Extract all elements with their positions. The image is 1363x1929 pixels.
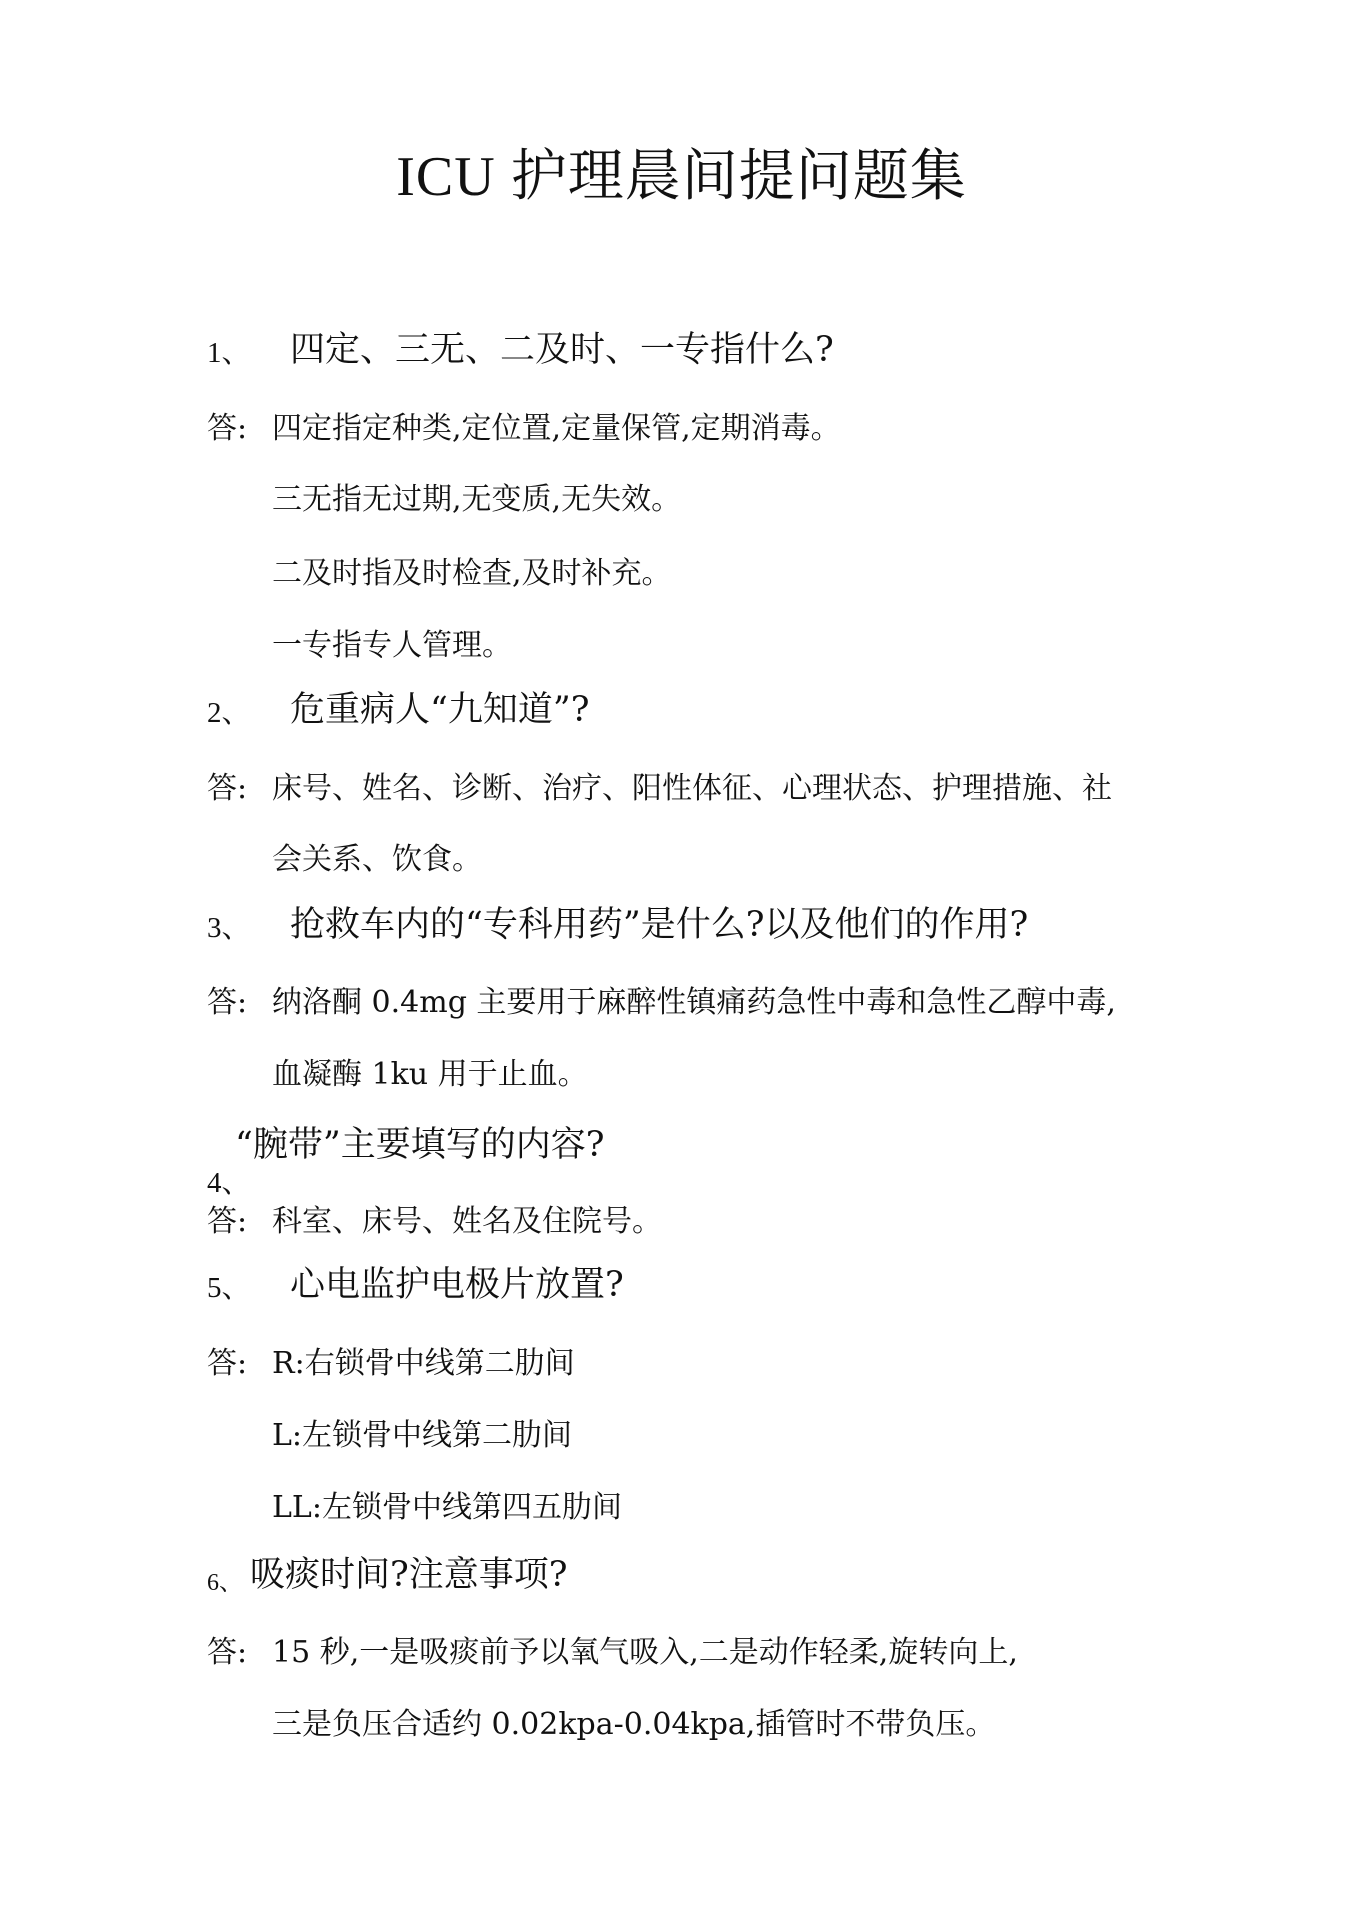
- answer-label: 答:: [207, 1635, 248, 1670]
- question-number: 3、: [207, 912, 251, 944]
- question-text: 抢救车内的“专科用药”是什么?以及他们的作用?: [290, 905, 1029, 945]
- question-number: 2、: [207, 697, 251, 729]
- question-text: 吸痰时间?注意事项?: [250, 1555, 568, 1595]
- answer-line: 四定指定种类,定位置,定量保管,定期消毒。: [272, 411, 841, 446]
- question-text: 危重病人“九知道”?: [290, 690, 590, 730]
- answer-label: 答:: [207, 771, 248, 806]
- answer-label: 答:: [207, 1204, 248, 1239]
- question-number: 5、: [207, 1272, 251, 1304]
- question-number: 6、: [207, 1570, 243, 1596]
- answer-line: 会关系、饮食。: [272, 842, 482, 877]
- answer-line: R:右锁骨中线第二肋间: [272, 1346, 575, 1381]
- answer-line: 科室、床号、姓名及住院号。: [272, 1204, 662, 1239]
- question-text: “腕带”主要填写的内容?: [235, 1125, 605, 1165]
- answer-line: 三无指无过期,无变质,无失效。: [272, 482, 682, 517]
- page-title: ICU 护理晨间提问题集: [396, 146, 967, 208]
- question-text: 心电监护电极片放置?: [290, 1265, 624, 1305]
- answer-line: 一专指专人管理。: [272, 628, 512, 663]
- answer-line: 二及时指及时检查,及时补充。: [272, 556, 672, 591]
- answer-line: 纳洛酮 0.4mg 主要用于麻醉性镇痛药急性中毒和急性乙醇中毒,: [272, 985, 1116, 1020]
- answer-line: LL:左锁骨中线第四五肋间: [272, 1490, 622, 1525]
- answer-label: 答:: [207, 411, 248, 446]
- question-number: 4、: [207, 1167, 251, 1199]
- answer-line: 15 秒,一是吸痰前予以氧气吸入,二是动作轻柔,旋转向上,: [272, 1635, 1018, 1670]
- answer-label: 答:: [207, 1346, 248, 1381]
- question-text: 四定、三无、二及时、一专指什么?: [290, 330, 834, 370]
- question-number: 1、: [207, 337, 251, 369]
- answer-line: L:左锁骨中线第二肋间: [272, 1418, 573, 1453]
- answer-line: 血凝酶 1ku 用于止血。: [272, 1057, 588, 1092]
- answer-line: 三是负压合适约 0.02kpa-0.04kpa,插管时不带负压。: [272, 1707, 996, 1742]
- answer-line: 床号、姓名、诊断、治疗、阳性体征、心理状态、护理措施、社: [272, 771, 1112, 806]
- answer-label: 答:: [207, 985, 248, 1020]
